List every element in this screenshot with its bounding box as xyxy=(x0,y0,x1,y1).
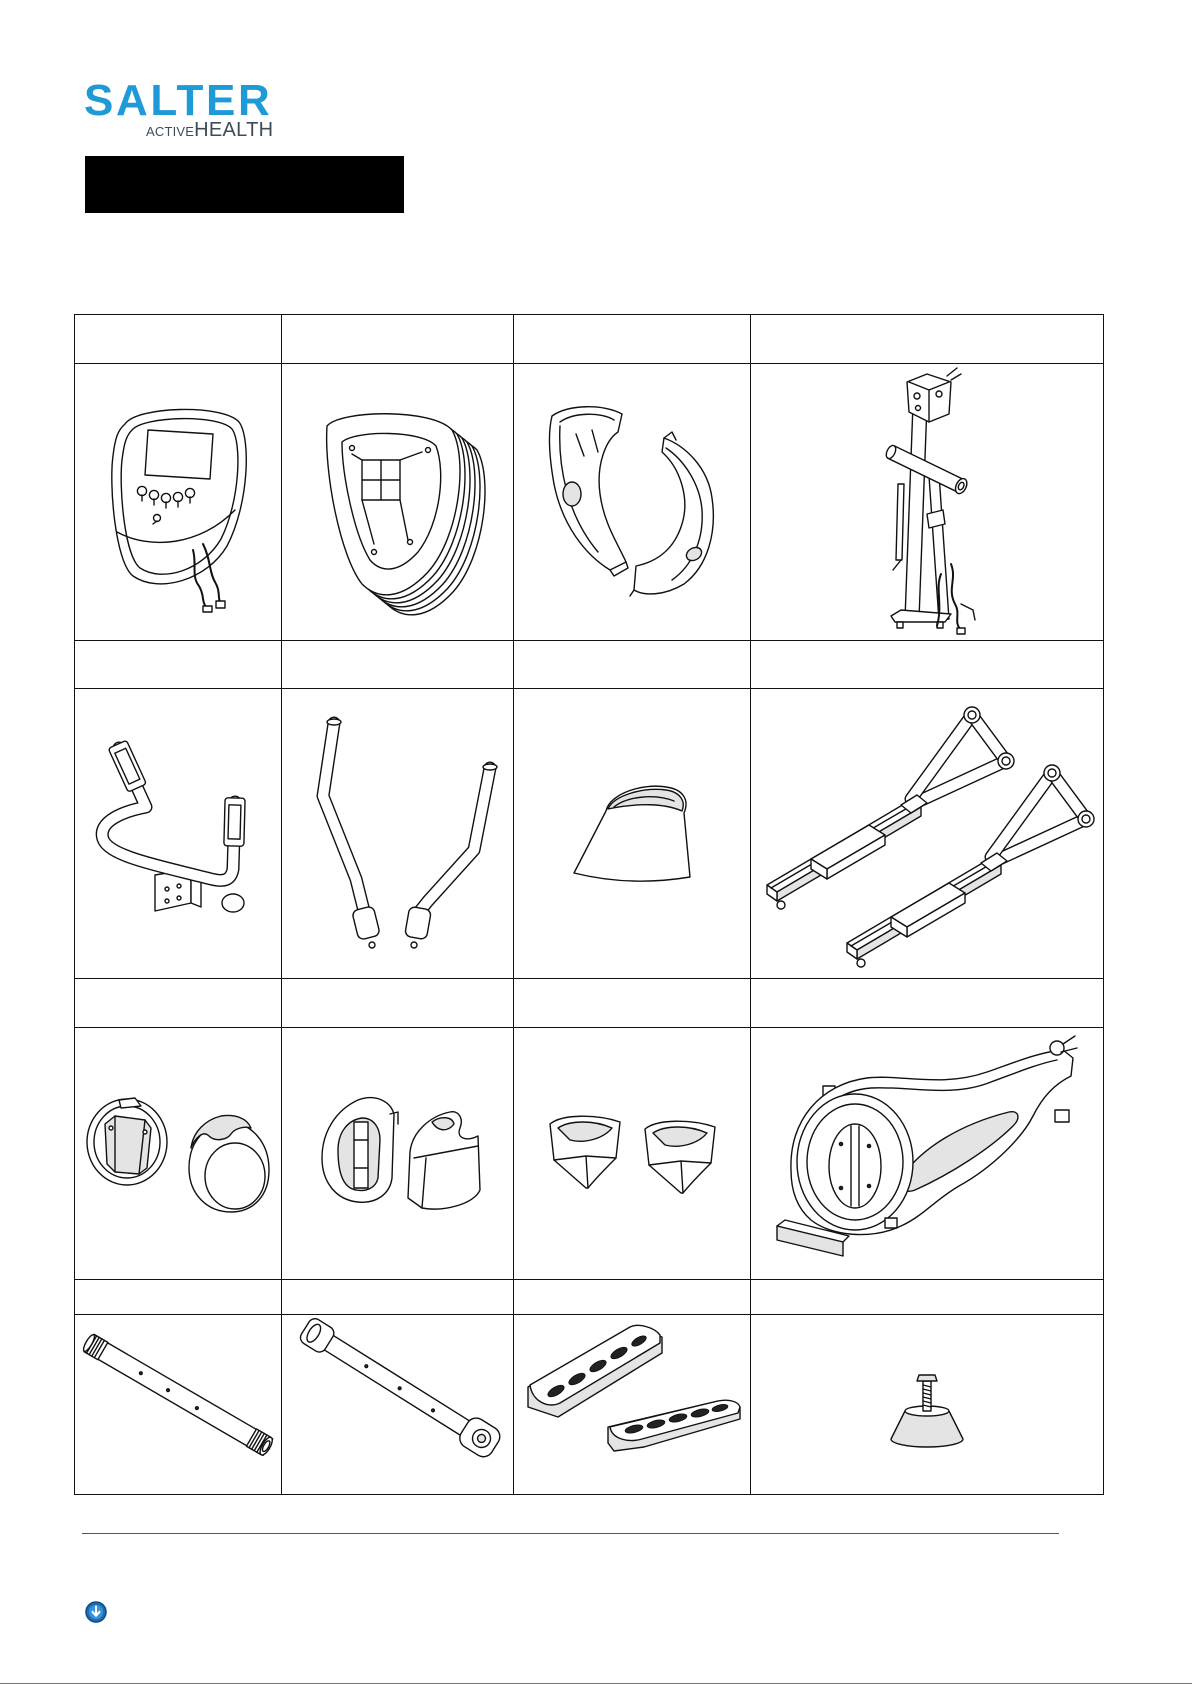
leveling-foot-illustration xyxy=(751,1315,1104,1495)
console-illustration xyxy=(75,364,282,641)
part-image-cell xyxy=(282,364,514,641)
part-image-cell xyxy=(75,1028,282,1280)
part-label-cell xyxy=(751,1280,1104,1315)
part-label-cell xyxy=(514,979,751,1028)
download-arrow-icon-graphic xyxy=(85,1601,107,1623)
part-image-cell xyxy=(75,689,282,979)
download-arrow-icon[interactable] xyxy=(85,1601,107,1623)
handlebar-illustration xyxy=(75,689,282,979)
handle-arms-illustration xyxy=(282,689,514,979)
footer-rule xyxy=(82,1533,1059,1534)
console-side-covers-illustration xyxy=(514,364,751,641)
part-image-cell xyxy=(751,1315,1104,1495)
axle-tube-illustration xyxy=(75,1315,282,1495)
parts-table xyxy=(74,314,1104,1495)
brand-logo-subtitle xyxy=(146,120,273,140)
pivot-tube-illustration xyxy=(282,1315,514,1495)
part-label-cell xyxy=(282,979,514,1028)
part-label-cell xyxy=(282,641,514,689)
brand-logo: SALTER xyxy=(84,76,273,125)
part-image-cell xyxy=(751,364,1104,641)
pedal-arms-illustration xyxy=(751,689,1104,979)
part-label-cell xyxy=(514,641,751,689)
pedal-arm-right xyxy=(847,765,1094,967)
foot-pedals-illustration xyxy=(514,1315,751,1495)
part-label-cell xyxy=(751,315,1104,364)
part-label-cell xyxy=(75,1280,282,1315)
part-image-cell xyxy=(514,1315,751,1495)
main-frame-illustration xyxy=(751,1028,1104,1280)
small-covers-illustration xyxy=(514,1028,751,1280)
part-label-cell xyxy=(514,315,751,364)
part-image-cell xyxy=(282,1028,514,1280)
part-image-cell xyxy=(282,689,514,979)
front-cover-illustration xyxy=(514,689,751,979)
part-image-cell xyxy=(751,689,1104,979)
logo-subtitle-small: ACTIVE xyxy=(146,124,195,139)
part-label-cell xyxy=(751,641,1104,689)
logo-subtitle-large: HEALTH xyxy=(194,119,274,141)
front-post-illustration xyxy=(751,364,1104,641)
part-label-cell xyxy=(282,1280,514,1315)
page-bottom-edge xyxy=(0,1683,1192,1684)
part-label-cell xyxy=(75,641,282,689)
part-image-cell xyxy=(514,689,751,979)
console-back-cover-illustration xyxy=(282,364,514,641)
round-shrouds-illustration xyxy=(75,1028,282,1280)
part-label-cell xyxy=(75,979,282,1028)
part-image-cell xyxy=(514,1028,751,1280)
part-label-cell xyxy=(751,979,1104,1028)
part-label-cell xyxy=(282,315,514,364)
part-image-cell xyxy=(75,364,282,641)
part-label-cell xyxy=(514,1280,751,1315)
redacted-title-bar xyxy=(85,156,404,213)
part-label-cell xyxy=(75,315,282,364)
side-shrouds-illustration xyxy=(282,1028,514,1280)
part-image-cell xyxy=(751,1028,1104,1280)
part-image-cell xyxy=(514,364,751,641)
part-image-cell xyxy=(282,1315,514,1495)
part-image-cell xyxy=(75,1315,282,1495)
